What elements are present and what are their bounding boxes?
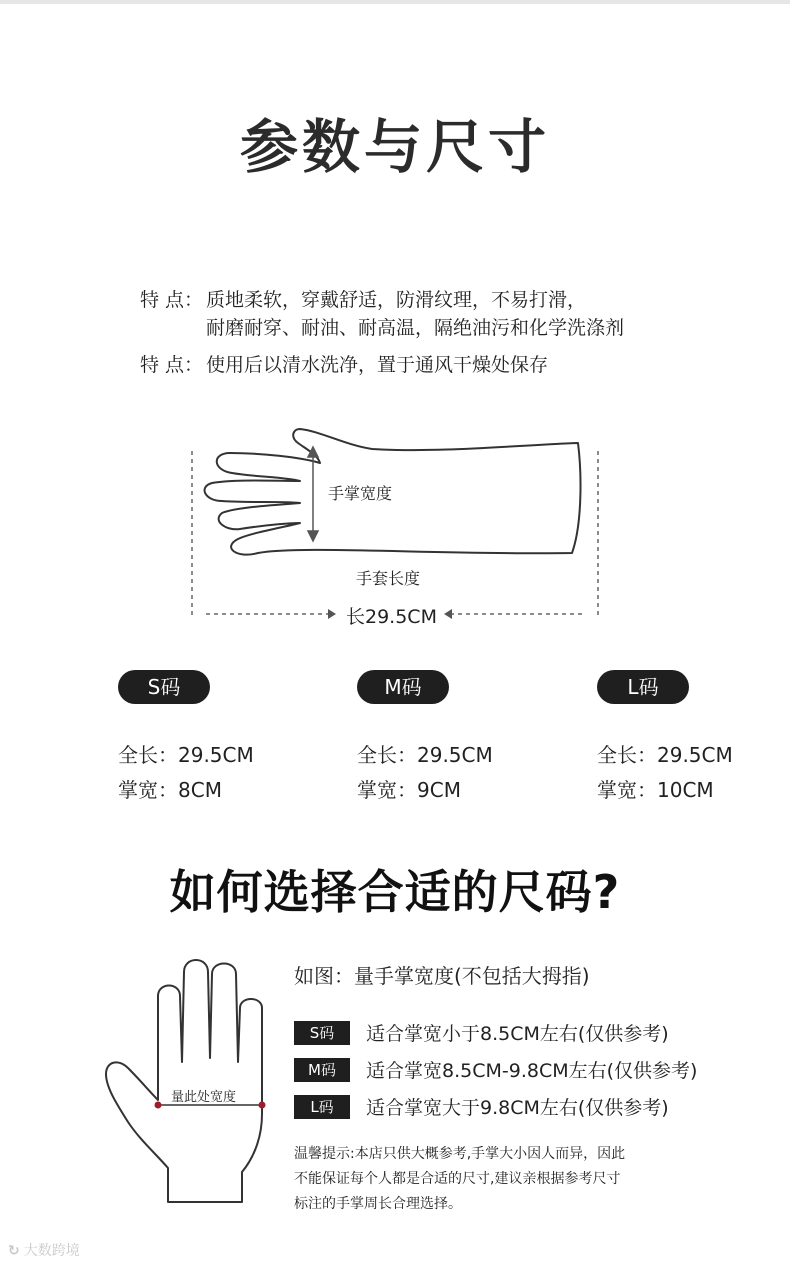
tip-line-3: 标注的手掌周长合理选择。 (294, 1196, 462, 1212)
hand-outline-icon (106, 960, 262, 1202)
feature-line-2 (206, 313, 624, 340)
watermark (8, 1240, 80, 1260)
size-m-width (357, 774, 461, 803)
feature-text: 使用后以清水洗净，置于通风干燥处保存 (206, 354, 549, 376)
size-pill-s: S码 (118, 670, 210, 704)
width-label: 掌宽： (357, 778, 417, 802)
choose-size-title: 如何选择合适的尺码? (169, 865, 621, 919)
rule-m (294, 1056, 697, 1083)
top-divider (0, 0, 790, 4)
feature-label: 特 点： (140, 354, 204, 376)
size-s-width (118, 774, 222, 803)
length-label: 全长： (118, 743, 178, 767)
length-value: 长29.5CM (346, 606, 437, 628)
size-pill-m: M码 (357, 670, 449, 704)
length-value: 29.5CM (178, 743, 254, 767)
tip-line-1: 温馨提示:本店只供大概参考,手掌大小因人而异，因此 (294, 1146, 626, 1162)
hand-diagram (100, 950, 280, 1210)
size-l-length (597, 739, 733, 768)
size-tag: M码 (294, 1058, 350, 1082)
palm-width-label: 手掌宽度 (328, 484, 393, 503)
rule-text: 适合掌宽8.5CM-9.8CM左右(仅供参考) (366, 1060, 698, 1082)
size-tag: S码 (294, 1021, 350, 1045)
size-m-length (357, 739, 493, 768)
size-s-length (118, 739, 254, 768)
feature-label: 特 点： (140, 289, 204, 311)
width-label: 掌宽： (118, 778, 178, 802)
watermark-text: 大数跨境 (23, 1243, 80, 1259)
rule-text: 适合掌宽大于9.8CM左右(仅供参考) (366, 1097, 669, 1119)
glove-outline-icon (205, 429, 581, 555)
length-value: 29.5CM (657, 743, 733, 767)
size-tag: L码 (294, 1095, 350, 1119)
rule-l (294, 1093, 669, 1120)
page-title: 参数与尺寸 (239, 113, 550, 181)
feature-text: 耐磨耐穿、耐油、耐高温，隔绝油污和化学洗涤剂 (206, 317, 625, 339)
logo-icon: ↻ (8, 1243, 20, 1259)
rule-text: 适合掌宽小于8.5CM左右(仅供参考) (366, 1023, 669, 1045)
feature-text: 质地柔软，穿戴舒适，防滑纹理，不易打滑， (206, 289, 587, 311)
width-value: 10CM (657, 778, 714, 802)
glove-length-label: 手套长度 (356, 569, 421, 588)
feature-line-1 (140, 285, 586, 312)
feature-line-3 (140, 350, 548, 377)
howto-text: 如图：量手掌宽度(不包括大拇指) (294, 964, 590, 988)
size-pill-l: L码 (597, 670, 689, 704)
width-label: 掌宽： (597, 778, 657, 802)
length-label: 全长： (597, 743, 657, 767)
size-l-width (597, 774, 714, 803)
measure-here-label: 量此处宽度 (171, 1090, 237, 1105)
length-label: 全长： (357, 743, 417, 767)
width-value: 9CM (417, 778, 461, 802)
rule-s (294, 1019, 669, 1046)
tip-line-2: 不能保证每个人都是合适的尺寸,建议亲根据参考尺寸 (294, 1171, 621, 1187)
length-value: 29.5CM (417, 743, 493, 767)
width-value: 8CM (178, 778, 222, 802)
